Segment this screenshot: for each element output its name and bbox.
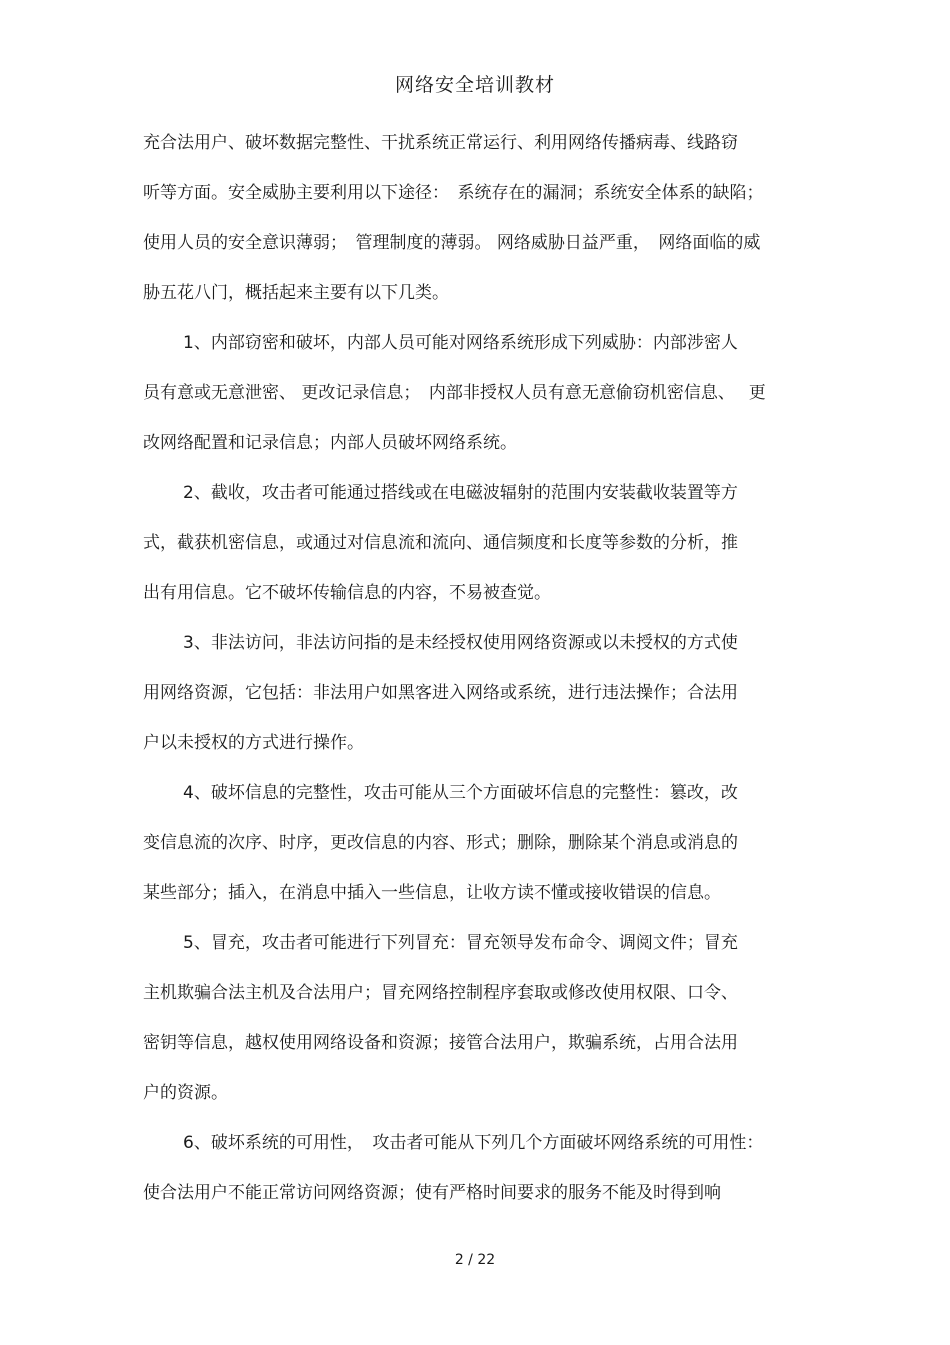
text-line: 使用人员的安全意识薄弱； 管理制度的薄弱。 网络威胁日益严重， 网络面临的威	[143, 233, 761, 253]
text-line: 用网络资源，它包括：非法用户如黑客进入网络或系统，进行违法操作；合法用	[143, 683, 738, 703]
text-line: 胁五花八门，概括起来主要有以下几类。	[143, 283, 449, 303]
text-line: 户的资源。	[143, 1083, 228, 1103]
text-line: 式，截获机密信息，或通过对信息流和流向、通信频度和长度等参数的分析，推	[143, 533, 738, 553]
text-line: 密钥等信息，越权使用网络设备和资源；接管合法用户，欺骗系统，占用合法用	[143, 1033, 738, 1053]
paragraph-start-line: 3、非法访问，非法访问指的是未经授权使用网络资源或以未授权的方式使	[183, 633, 738, 653]
paragraph-start-line: 5、冒充，攻击者可能进行下列冒充：冒充领导发布命令、调阅文件；冒充	[183, 933, 738, 953]
document-body	[143, 130, 823, 1230]
paragraph-start-line: 4、破坏信息的完整性，攻击可能从三个方面破坏信息的完整性：篡改，改	[183, 783, 738, 803]
paragraph-start-line: 6、破坏系统的可用性， 攻击者可能从下列几个方面破坏网络系统的可用性：	[183, 1133, 764, 1153]
text-line: 变信息流的次序、时序，更改信息的内容、形式；删除，删除某个消息或消息的	[143, 833, 738, 853]
text-line: 听等方面。安全威胁主要利用以下途径： 系统存在的漏洞；系统安全体系的缺陷；	[143, 183, 764, 203]
paragraph-start-line: 2、截收，攻击者可能通过搭线或在电磁波辐射的范围内安装截收装置等方	[183, 483, 738, 503]
page-title: 网络安全培训教材	[394, 74, 555, 96]
text-line: 员有意或无意泄密、 更改记录信息； 内部非授权人员有意无意偷窃机密信息、 更	[143, 383, 766, 403]
paragraph-start-line: 1、内部窃密和破坏，内部人员可能对网络系统形成下列威胁：内部涉密人	[183, 333, 738, 353]
page-number: 2 / 22	[454, 1252, 496, 1268]
text-line: 改网络配置和记录信息；内部人员破坏网络系统。	[143, 433, 517, 453]
text-line: 主机欺骗合法主机及合法用户；冒充网络控制程序套取或修改使用权限、口令、	[143, 983, 738, 1003]
text-line: 户以未授权的方式进行操作。	[143, 733, 364, 753]
text-line: 充合法用户、破坏数据完整性、干扰系统正常运行、利用网络传播病毒、线路窃	[143, 133, 738, 153]
text-line: 某些部分；插入，在消息中插入一些信息，让收方读不懂或接收错误的信息。	[143, 883, 721, 903]
text-line: 出有用信息。它不破坏传输信息的内容，不易被查觉。	[143, 583, 551, 603]
text-line: 使合法用户不能正常访问网络资源；使有严格时间要求的服务不能及时得到响	[143, 1183, 721, 1203]
